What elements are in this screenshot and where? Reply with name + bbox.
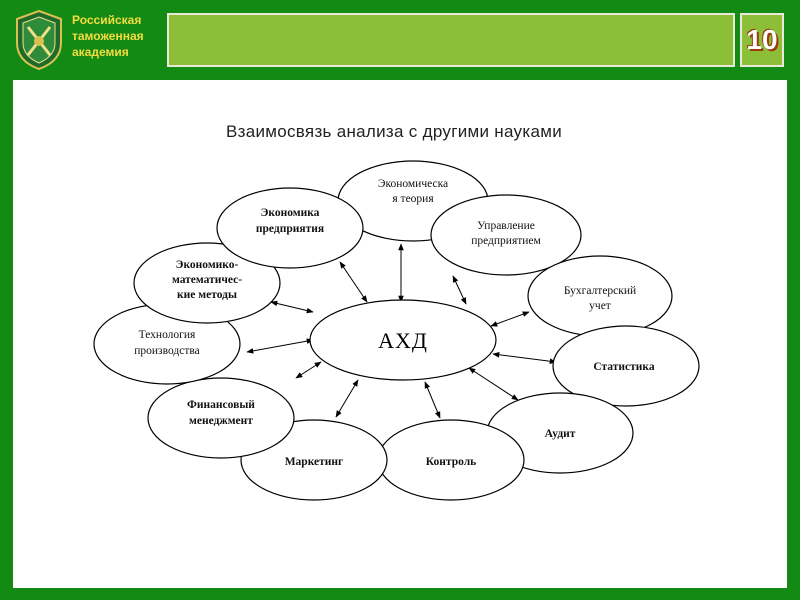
node-label: Контроль <box>425 456 477 468</box>
node-label: Бухгалтерский <box>563 285 637 297</box>
page-number: 10 <box>746 24 778 55</box>
connector-enterprise-management <box>453 276 466 304</box>
connector-audit <box>469 368 518 400</box>
page-number-badge <box>740 13 784 67</box>
slide-header <box>0 0 800 80</box>
node-label: Аудит <box>544 428 576 440</box>
organization-name-line: таможенная <box>72 29 144 43</box>
connector-accounting <box>491 312 529 326</box>
node-label: предприятием <box>471 235 541 247</box>
connector-marketing <box>336 380 358 417</box>
node-label: учет <box>589 300 611 312</box>
diagram-title: Взаимосвязь анализа с другими науками <box>225 122 563 141</box>
connector-control <box>425 382 440 418</box>
header-bar <box>167 13 735 67</box>
node-label: Экономика <box>260 207 320 219</box>
node-label: менеджмент <box>189 415 253 427</box>
connector-production-technology <box>247 340 313 352</box>
connector-statistics <box>493 354 556 362</box>
node-label: Управление <box>477 220 535 232</box>
organization-name-line: академия <box>72 45 129 59</box>
connector-enterprise-economics <box>340 262 367 302</box>
node-control <box>378 420 524 500</box>
relationship-diagram <box>13 80 787 588</box>
node-enterprise-economics <box>217 188 363 268</box>
customs-academy-emblem-icon <box>14 9 64 71</box>
node-label: Маркетинг <box>284 456 344 468</box>
node-label: математичес- <box>171 274 243 286</box>
node-label: предприятия <box>255 223 325 235</box>
node-label: кие методы <box>177 289 237 301</box>
slide-content <box>13 80 787 588</box>
node-label: Экономическа <box>377 178 449 190</box>
organization-name-line: Российская <box>72 13 142 27</box>
node-label: Финансовый <box>187 399 255 411</box>
center-node-label: АХД <box>378 328 428 353</box>
node-label: Технология <box>138 329 196 341</box>
node-label: я теория <box>392 193 434 205</box>
center-node <box>310 300 496 380</box>
organization-name <box>72 12 172 60</box>
node-label: Статистика <box>593 361 655 373</box>
connector-financial-management <box>296 362 321 378</box>
node-financial-management <box>148 378 294 458</box>
node-accounting <box>528 256 672 336</box>
node-label: производства <box>134 345 200 357</box>
connector-econ-math-methods <box>271 302 313 312</box>
node-label: Экономико- <box>175 259 239 271</box>
